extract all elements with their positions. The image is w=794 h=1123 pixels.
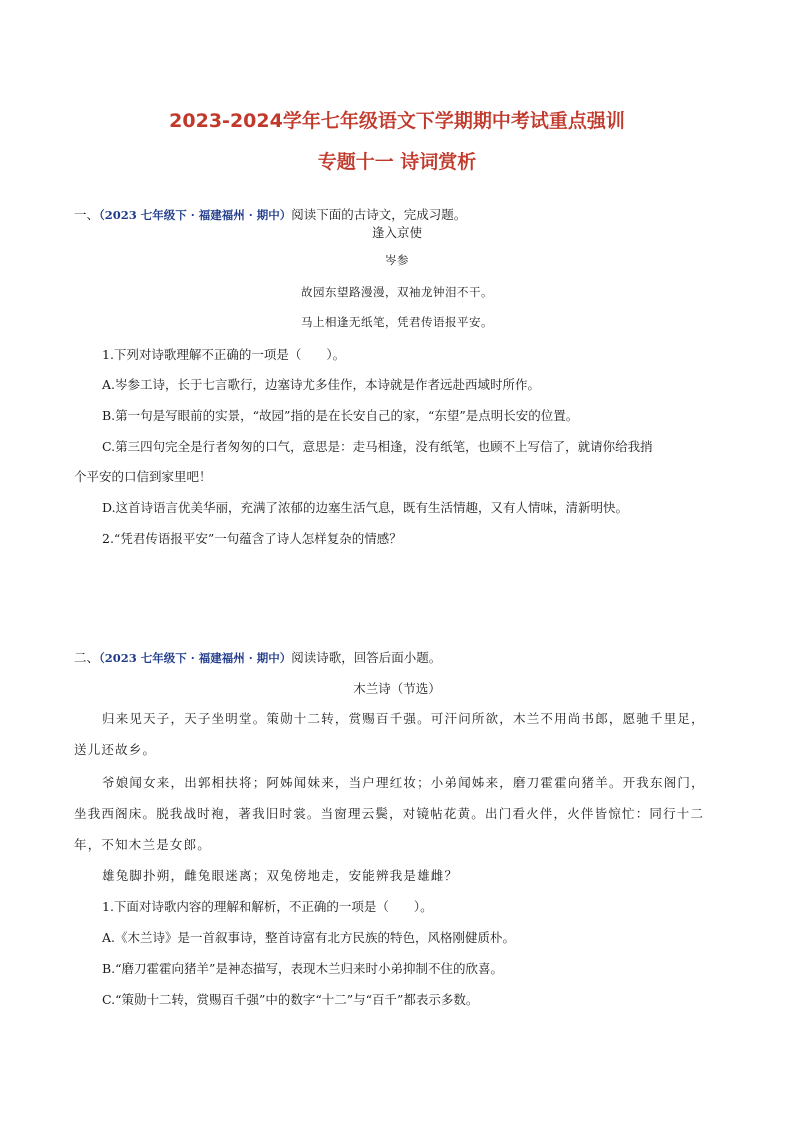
poem-1-line-1: 故园东望路漫漫，双袖龙钟泪不干。: [301, 285, 493, 299]
q1-option-b: B.第一句是写眼前的实景，“故园”指的是在长安自己的家，“东望”是点明长安的位置。: [102, 408, 579, 423]
question-1-source: （2023 七年级下 · 福建福州 · 期中）: [99, 208, 292, 222]
q2-option-b: B.“磨刀霍霍向猪羊”是神态描写，表现木兰归来时小弟抑制不住的欣喜。: [102, 961, 503, 976]
question-2-number: 二、: [74, 650, 100, 665]
poem-2-para-1-line-2: 送儿还故乡。: [74, 742, 157, 757]
document-title: 2023-2024学年七年级语文下学期期中考试重点强训: [169, 110, 625, 132]
question-1-number: 一、: [74, 207, 100, 222]
q1-sub2-stem: 2.“凭君传语报平安”一句蕴含了诗人怎样复杂的情感？: [102, 531, 402, 546]
poem-1-title: 逢入京使: [371, 225, 422, 240]
poem-1-line-2: 马上相逢无纸笔，凭君传语报平安。: [301, 315, 493, 329]
document-subtitle: 专题十一 诗词赏析: [317, 151, 477, 173]
q1-option-c-line-1: C.第三四句完全是行者匆匆的口气，意思是：走马相逢，没有纸笔，也顾不上写信了，就请你给我捎: [102, 439, 653, 454]
question-1-heading: [74, 205, 466, 223]
question-2-instruction: 阅读诗歌，回答后面小题。: [291, 650, 442, 665]
q2-option-a: A.《木兰诗》是一首叙事诗，整首诗富有北方民族的特色，风格刚健质朴。: [102, 930, 516, 945]
q1-sub1-stem: 1.下列对诗歌理解不正确的一项是（ ）。: [102, 347, 346, 362]
q1-option-c-line-2: 个平安的口信到家里吧！: [74, 469, 212, 484]
poem-2-para-2-line-1: 爷娘闻女来，出郭相扶将；阿姊闻妹来，当户理红妆；小弟闻姊来，磨刀霍霍向猪羊。开我东阁门，: [102, 775, 705, 790]
q2-option-c: C.“策勋十二转，赏赐百千强”中的数字“十二”与“百千”都表示多数。: [102, 992, 479, 1007]
poem-2-para-2-line-2: 坐我西阁床。脱我战时袍，著我旧时裳。当窗理云鬓，对镜帖花黄。出门看火伴，火伴皆惊忙：同行十二: [74, 806, 705, 821]
q1-option-d: D.这首诗语言优美华丽，充满了浓郁的边塞生活气息，既有生活情趣，又有人情味，清新明快。: [102, 500, 629, 515]
poem-2-para-2-line-3: 年，不知木兰是女郎。: [74, 837, 212, 852]
q1-option-a: A.岑参工诗，长于七言歌行，边塞诗尤多佳作，本诗就是作者远赴西域时所作。: [102, 377, 541, 392]
poem-2-title: 木兰诗（节选）: [353, 681, 441, 696]
question-2-heading: [74, 648, 441, 666]
poem-2-para-3: 雄兔脚扑朔，雌兔眼迷离；双兔傍地走，安能辨我是雄雌？: [102, 868, 459, 883]
question-1-instruction: 阅读下面的古诗文，完成习题。: [291, 207, 467, 222]
poem-2-para-1-line-1: 归来见天子，天子坐明堂。策勋十二转，赏赐百千强。可汗问所欲，木兰不用尚书郎，愿驰千里足，: [102, 711, 705, 726]
q2-sub1-stem: 1.下面对诗歌内容的理解和解析，不正确的一项是（ ）。: [102, 899, 433, 914]
poem-1-author: 岑参: [385, 253, 409, 267]
question-2-source: （2023 七年级下 · 福建福州 · 期中）: [99, 651, 292, 665]
